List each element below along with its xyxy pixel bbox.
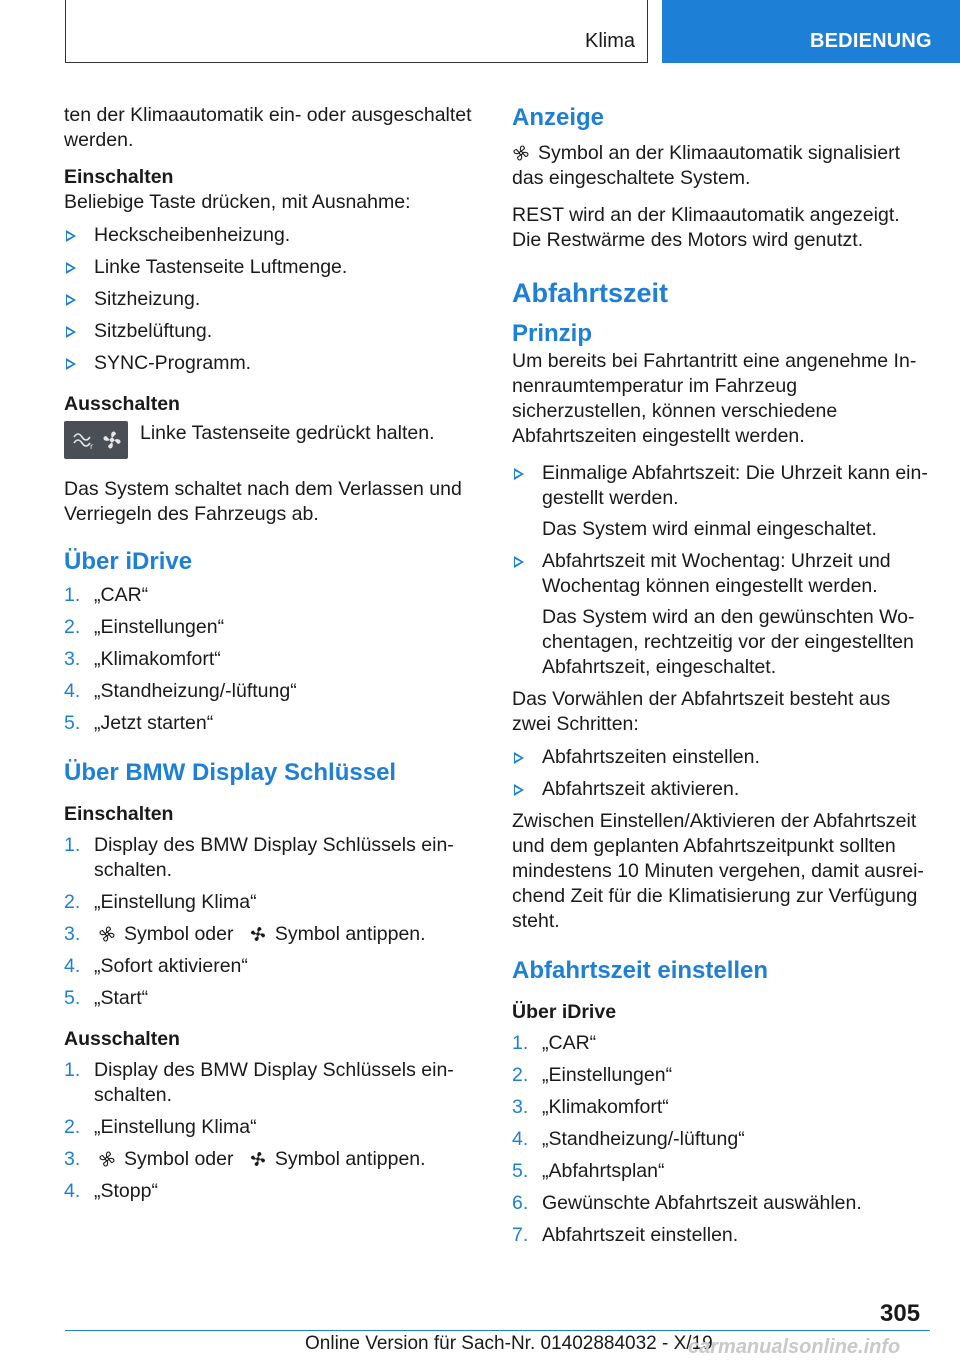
display-on-steps	[64, 833, 484, 1011]
list-item: Abfahrtszeit mit Wochentag: Uhrzeit und Wochentag können eingestellt werden. Das System wird an den gewünschten Wochentagen, rechtzeitig vor der eingestellten Abfahrtszeit, eingeschaltet.	[512, 549, 930, 680]
display-on-title: Einschalten	[64, 803, 174, 825]
list-item: 1. „CAR“	[512, 1032, 597, 1054]
intro-text: ten der Klimaautomatik ein- oder ausgeschaltet werden.	[64, 104, 472, 151]
ausschalten-text: Linke Tastenseite gedrückt halten.	[140, 422, 435, 444]
section-title: Klima	[584, 30, 635, 52]
air-button-icon	[64, 421, 128, 459]
watermark: carmanualsonline.info	[688, 1336, 901, 1358]
anzeige-heading: Anzeige	[512, 104, 605, 131]
list-item: Abfahrtszeit aktivieren.	[512, 777, 930, 802]
list-item: 1. Display des BMW Display Schlüssels einschalten.	[64, 834, 454, 881]
display-key-heading: Über BMW Display Schlüssel	[64, 759, 397, 786]
list-item: 4. „Sofort aktivieren“	[64, 955, 248, 977]
list-item: 4. „Standheizung/-lüftung“	[64, 680, 297, 702]
list-item: 3. „Klimakomfort“	[512, 1096, 669, 1118]
fan-icon	[249, 1150, 267, 1168]
steps-list	[512, 745, 930, 802]
svg-text:r: r	[90, 442, 94, 451]
list-item: 3. Symbol oder Symbol antippen.	[64, 1148, 426, 1170]
list-item: 2. „Einstellungen“	[512, 1064, 673, 1086]
idrive-heading: Über iDrive	[64, 548, 193, 575]
list-item: 5. „Start“	[64, 987, 149, 1009]
abfahrtszeit-einstellen-heading: Abfahrtszeit einstellen	[512, 957, 769, 984]
rest-text: REST wird an der Klimaautomatik angezeigt. Die Restwärme des Motors wird genutzt.	[512, 204, 900, 251]
einschalten-text: Beliebige Taste drücken, mit Ausnahme:	[64, 191, 411, 213]
abfahrtszeit-heading: Abfahrtszeit	[512, 278, 669, 308]
ausschalten-row	[64, 421, 484, 463]
zwischen-text: Zwischen Einstellen/Aktivieren der Abfahrtszeit und dem geplanten Abfahrtszeitpunkt sollten mindestens 10 Minuten vergehen, damit ausreichend Zeit für die Klimatisierung zur Verfügung steht.	[512, 810, 924, 932]
list-item: Einmalige Abfahrtszeit: Die Uhrzeit kann eingestellt werden. Das System wird einmal eingeschaltet.	[512, 461, 930, 542]
header-frame	[65, 0, 648, 63]
list-item: 5. „Abfahrtsplan“	[512, 1160, 665, 1182]
chapter-tab: BEDIENUNG	[662, 0, 960, 63]
anzeige-text: Symbol an der Klimaautomatik signalisiert das eingeschaltete System.	[512, 142, 900, 189]
list-item: 2. „Einstellungen“	[64, 616, 225, 638]
list-item: 3. Symbol oder Symbol antippen.	[64, 923, 426, 945]
bullet-triangle-icon	[66, 294, 76, 306]
bullet-triangle-icon	[66, 262, 76, 274]
display-off-steps	[64, 1058, 484, 1204]
idrive-title: Über iDrive	[512, 1001, 617, 1023]
bullet-triangle-icon	[66, 326, 76, 338]
list-item: 2. „Einstellung Klima“	[64, 1116, 257, 1138]
list-item: Linke Tastenseite Luftmenge.	[64, 255, 484, 280]
ausschalten-title: Ausschalten	[64, 393, 180, 415]
list-item: 4. „Stopp“	[64, 1180, 158, 1202]
list-item: 7. Abfahrtszeit einstellen.	[512, 1224, 739, 1246]
list-item: 2. „Einstellung Klima“	[64, 891, 257, 913]
display-off-title: Ausschalten	[64, 1028, 180, 1050]
list-item: 1. Display des BMW Display Schlüssels einschalten.	[64, 1059, 454, 1106]
list-item: Abfahrtszeiten einstellen.	[512, 745, 930, 770]
list-item: Sitzbelüftung.	[64, 319, 484, 344]
bullet-triangle-icon	[66, 358, 76, 370]
bullet-triangle-icon	[514, 556, 524, 568]
fan-outline-icon	[98, 1150, 116, 1168]
einschalten-title: Einschalten	[64, 166, 174, 188]
fan-outline-icon	[512, 144, 530, 162]
bullet-triangle-icon	[66, 230, 76, 242]
abfahrtszeit-types	[512, 461, 930, 680]
exceptions-list	[64, 223, 484, 376]
list-item: 5. „Jetzt starten“	[64, 712, 214, 734]
footer-text: Online Version für Sach-Nr. 01402884032 - X/19	[305, 1333, 713, 1354]
auto-off-text: Das System schaltet nach dem Verlassen und Verriegeln des Fahrzeugs ab.	[64, 478, 462, 525]
vorwaehlen-text: Das Vorwählen der Abfahrtszeit besteht aus zwei Schritten:	[512, 688, 891, 735]
list-item: 1. „CAR“	[64, 584, 149, 606]
einstellen-steps	[512, 1031, 930, 1248]
bullet-triangle-icon	[514, 784, 524, 796]
bullet-triangle-icon	[514, 752, 524, 764]
list-item: Sitzheizung.	[64, 287, 484, 312]
list-item: 3. „Klimakomfort“	[64, 648, 221, 670]
list-item: 4. „Standheizung/-lüftung“	[512, 1128, 745, 1150]
bullet-triangle-icon	[514, 468, 524, 480]
list-item: 6. Gewünschte Abfahrtszeit auswählen.	[512, 1192, 862, 1214]
list-item: SYNC-Programm.	[64, 351, 484, 376]
fan-outline-icon	[98, 925, 116, 943]
left-column	[64, 103, 484, 1211]
prinzip-heading: Prinzip	[512, 320, 593, 347]
page-number: 305	[880, 1300, 921, 1327]
idrive-steps	[64, 583, 484, 736]
footer-rule	[65, 1330, 930, 1331]
fan-icon	[249, 925, 267, 943]
prinzip-text: Um bereits bei Fahrtantritt eine angenehme Innenraumtemperatur im Fahrzeug sicherzustellen, können verschiedene Abfahrtszeiten eingestellt werden.	[512, 350, 917, 447]
list-item: Heckscheibenheizung.	[64, 223, 484, 248]
right-column	[512, 103, 930, 1255]
